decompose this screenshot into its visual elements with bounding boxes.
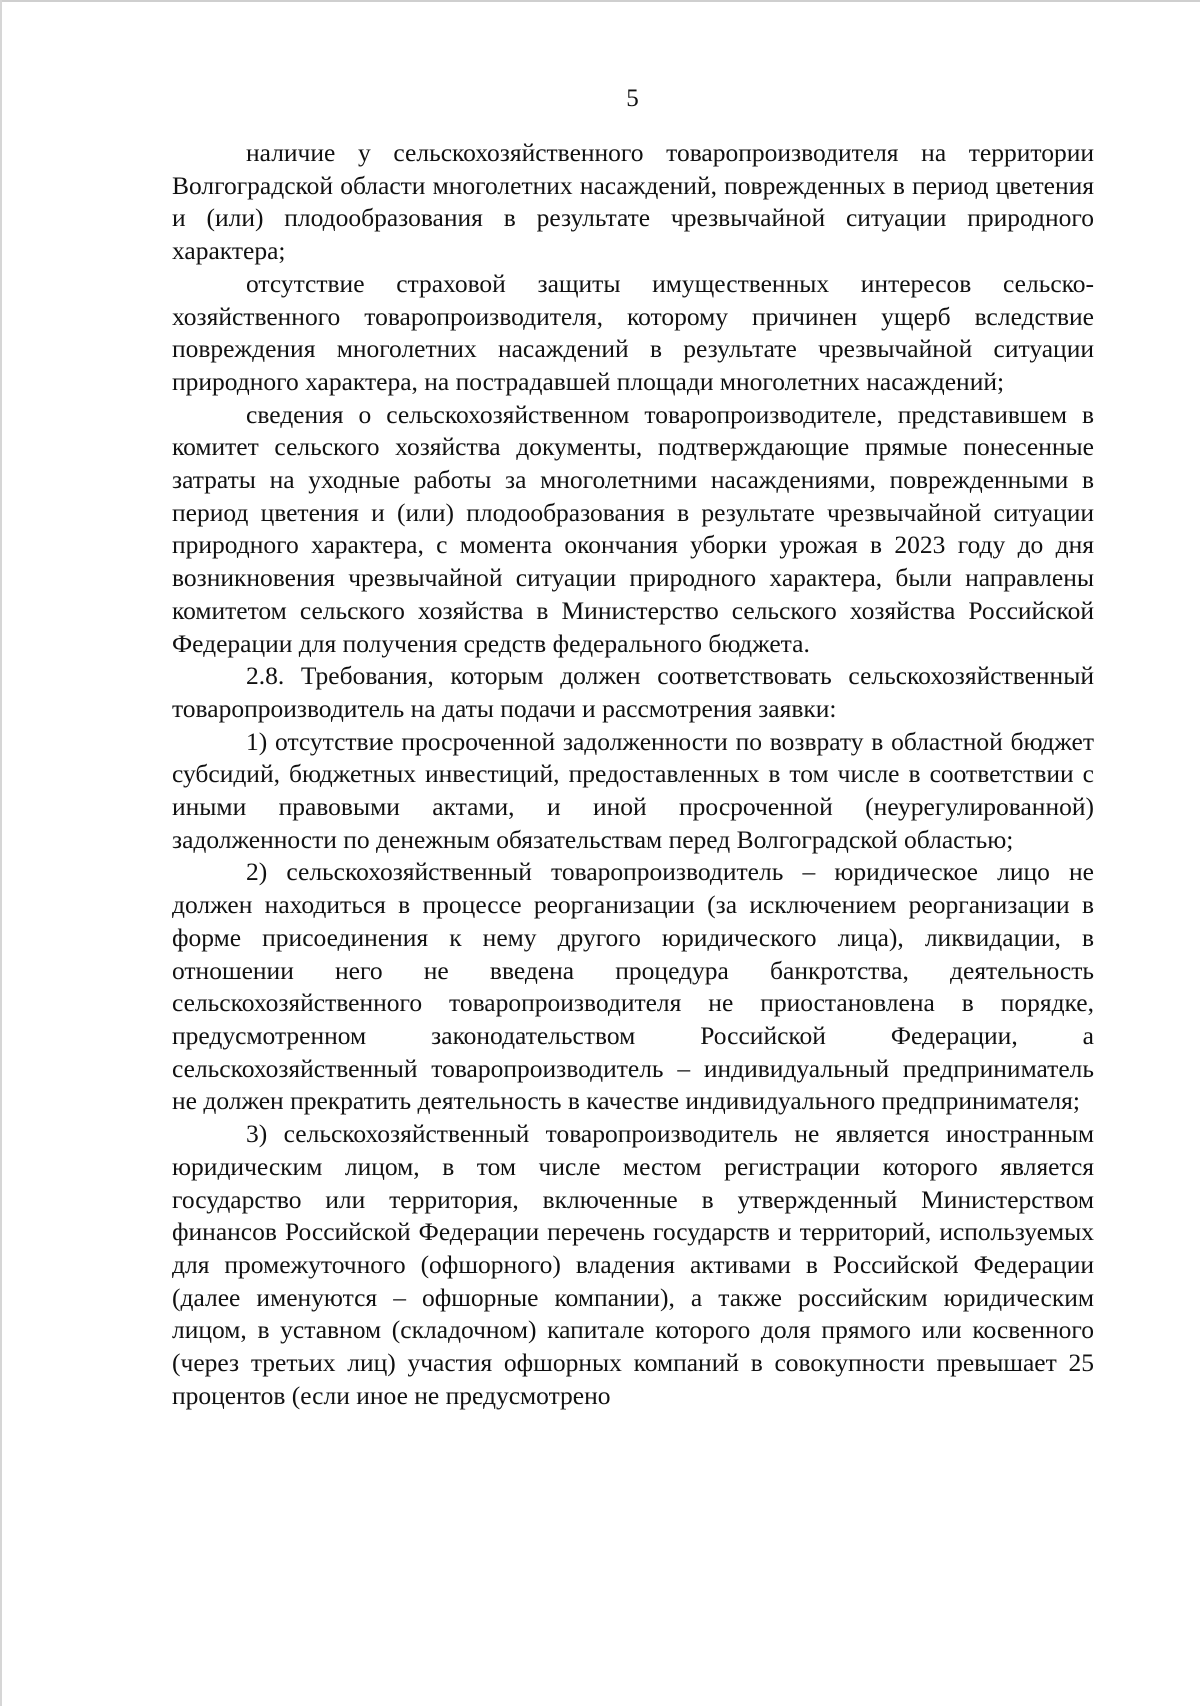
paragraph-requirements-2-8: 2.8. Требования, которым должен соответствовать сельскохозяйственный товаропроизводитель на даты подачи и рассмотрения заявки: xyxy=(172,661,1094,723)
scan-edge-top xyxy=(0,0,1200,2)
paragraph-orchard-damage: наличие у сельскохозяйственного товаропроизводителя на территории Волгоградской области многолетних насаждений, поврежденных в период цветения и (или) плодообразования в результате чрезвычайной ситуации природного характера; xyxy=(172,138,1094,266)
paragraph-requirement-1: 1) отсутствие просроченной задолженности по возврату в областной бюджет субсидий, бюджетных инвестиций, предоставленных в том числе в соответствии с иными правовыми актами, и иной просроченной (неурегулированной) задолженности по денежным обязательствам перед Волгоградской областью; xyxy=(172,726,1094,854)
page-number: 5 xyxy=(626,85,639,112)
scan-edge-left xyxy=(0,0,2,1706)
document-body xyxy=(172,137,1094,1412)
paragraph-requirement-2: 2) сельскохозяйственный товаропроизводитель – юридическое лицо не должен находиться в процессе реорганизации (за исключением реорганизации в форме присоединения к нему другого юридического лица), ликвидации, в отношении него не введена процедура банкротства, деятельность сельскохозяйственного товаропроизводителя не приостановлена в порядке, предусмотренном законодательством Российской Федерации, а сельскохозяйственный товаропроизводитель – индивидуальный предприниматель не должен прекратить деятельность в качестве индивидуального предпринимателя; xyxy=(172,857,1094,1116)
paragraph-no-insurance: отсутствие страховой защиты имущественных интересов сельскохозяйственного товаропроизводителя, которому причинен ущерб вследствие повреждения многолетних насаждений в результате чрезвычайной ситуации природного характера, на пострадавшей площади многолетних насаждений; xyxy=(172,268,1094,396)
paragraph-federal-info: сведения о сельскохозяйственном товаропроизводителе, представившем в комитет сельского хозяйства документы, подтверждающие прямые понесенные затраты на уходные работы за многолетними насаждениями, поврежденными в период цветения и (или) плодообразования в результате чрезвычайной ситуации природного характера, с момента окончания уборки урожая в 2023 году до дня возникновения чрезвычайной ситуации природного характера, были направлены комитетом сельского хозяйства в Министерство сельского хозяйства Российской Федерации для получения средств федерального бюджета. xyxy=(172,399,1094,658)
paragraph-requirement-3: 3) сельскохозяйственный товаропроизводитель не является иностранным юридическим лицом, в том числе местом регистрации которого является государство или территория, включенные в утвержденный Министерством финансов Российской Федерации перечень государств и территорий, используемых для промежуточного (офшорного) владения активами в Российской Федерации (далее именуются – офшорные компании), а также российским юридическим лицом, в уставном (складочном) капитале которого доля прямого или косвенного (через третьих лиц) участия офшорных компаний в совокупности превышает 25 процентов (если иное не предусмотрено xyxy=(172,1119,1094,1410)
